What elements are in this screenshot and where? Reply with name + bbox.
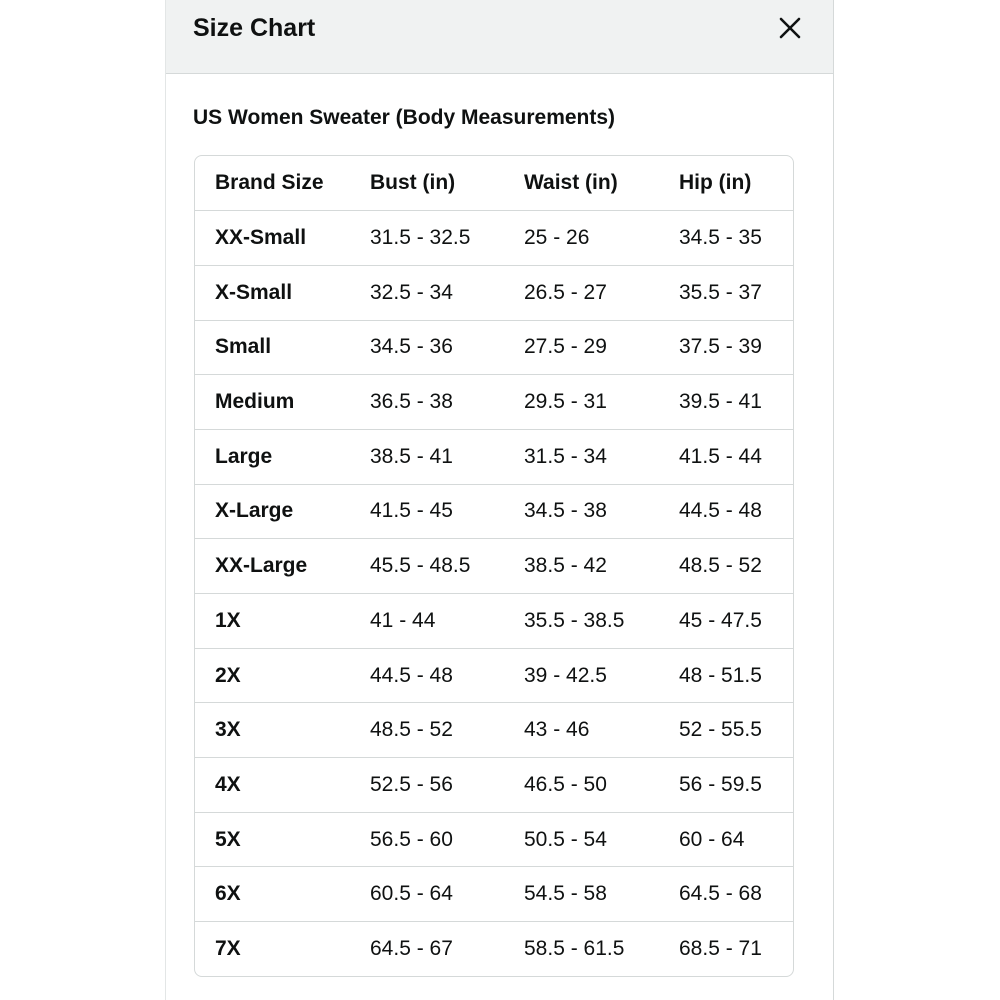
size-table-body: [195, 211, 794, 977]
cell-bust: 31.5 - 32.5: [350, 211, 504, 266]
close-icon: [778, 16, 802, 40]
cell-size: 5X: [195, 812, 350, 867]
table-header-row: [195, 156, 794, 211]
table-row: [195, 758, 794, 813]
modal-title: Size Chart: [193, 14, 316, 42]
cell-bust: 52.5 - 56: [350, 758, 504, 813]
table-row: [195, 265, 794, 320]
cell-bust: 41.5 - 45: [350, 484, 504, 539]
cell-bust: 64.5 - 67: [370, 937, 453, 961]
cell-size: 1X: [195, 594, 350, 649]
cell-hip: 34.5 - 35: [659, 211, 794, 266]
table-row: [195, 484, 794, 539]
cell-size: Large: [195, 429, 350, 484]
table-row: [195, 703, 794, 758]
cell-bust: 41 - 44: [350, 594, 504, 649]
cell-bust: 38.5 - 41: [350, 429, 504, 484]
modal-header: [166, 0, 833, 74]
size-table: [195, 156, 794, 976]
cell-hip: 37.5 - 39: [659, 320, 794, 375]
cell-waist: 46.5 - 50: [504, 758, 659, 813]
table-row: [195, 211, 794, 266]
table-row: [195, 320, 794, 375]
size-table-container: [194, 155, 794, 977]
cell-size: 2X: [195, 648, 350, 703]
cell-size: X-Small: [195, 265, 350, 320]
cell-waist: 29.5 - 31: [504, 375, 659, 430]
table-row: [195, 867, 794, 922]
cell-bust: 60.5 - 64: [350, 867, 504, 922]
cell-hip: 48 - 51.5: [659, 648, 794, 703]
cell-waist: 26.5 - 27: [504, 265, 659, 320]
column-header-brand-size: Brand Size: [195, 156, 350, 211]
cell-size: XX-Small: [195, 211, 350, 266]
table-row: [195, 594, 794, 649]
column-header-hip: Hip (in): [659, 156, 794, 211]
table-row: [195, 648, 794, 703]
cell-waist: 39 - 42.5: [504, 648, 659, 703]
cell-waist: 34.5 - 38: [504, 484, 659, 539]
cell-waist: 43 - 46: [504, 703, 659, 758]
table-heading: US Women Sweater (Body Measurements): [193, 106, 616, 129]
cell-waist: 31.5 - 34: [504, 429, 659, 484]
cell-waist: 27.5 - 29: [504, 320, 659, 375]
cell-hip: 52 - 55.5: [659, 703, 794, 758]
cell-hip: 64.5 - 68: [659, 867, 794, 922]
cell-bust: 32.5 - 34: [350, 265, 504, 320]
table-row: [195, 812, 794, 867]
column-header-bust: Bust (in): [350, 156, 504, 211]
cell-hip: 41.5 - 44: [659, 429, 794, 484]
table-row: [195, 375, 794, 430]
cell-hip: 45 - 47.5: [659, 594, 794, 649]
cell-bust: 45.5 - 48.5: [350, 539, 504, 594]
cell-hip: 48.5 - 52: [659, 539, 794, 594]
cell-waist: 25 - 26: [504, 211, 659, 266]
cell-size: 4X: [195, 758, 350, 813]
cell-waist: 54.5 - 58: [504, 867, 659, 922]
cell-waist: 58.5 - 61.5: [524, 937, 625, 961]
close-button[interactable]: [773, 11, 807, 45]
table-row: [195, 429, 794, 484]
cell-hip: 44.5 - 48: [659, 484, 794, 539]
cell-hip: 39.5 - 41: [659, 375, 794, 430]
cell-bust: 36.5 - 38: [350, 375, 504, 430]
cell-hip: 35.5 - 37: [659, 265, 794, 320]
cell-waist: 35.5 - 38.5: [504, 594, 659, 649]
cell-bust: 56.5 - 60: [350, 812, 504, 867]
table-row: [195, 539, 794, 594]
table-row: [195, 922, 794, 977]
cell-size: XX-Large: [195, 539, 350, 594]
cell-bust: 34.5 - 36: [350, 320, 504, 375]
cell-size: Small: [195, 320, 350, 375]
cell-hip: 60 - 64: [659, 812, 794, 867]
cell-size: X-Large: [195, 484, 350, 539]
cell-size: Medium: [195, 375, 350, 430]
cell-hip: 68.5 - 71: [679, 937, 762, 961]
column-header-waist: Waist (in): [504, 156, 659, 211]
cell-bust: 44.5 - 48: [350, 648, 504, 703]
cell-size: 3X: [195, 703, 350, 758]
cell-size: 7X: [215, 937, 241, 961]
cell-waist: 38.5 - 42: [504, 539, 659, 594]
cell-bust: 48.5 - 52: [350, 703, 504, 758]
size-chart-modal: [165, 0, 834, 1000]
cell-waist: 50.5 - 54: [504, 812, 659, 867]
cell-size: 6X: [195, 867, 350, 922]
cell-hip: 56 - 59.5: [659, 758, 794, 813]
